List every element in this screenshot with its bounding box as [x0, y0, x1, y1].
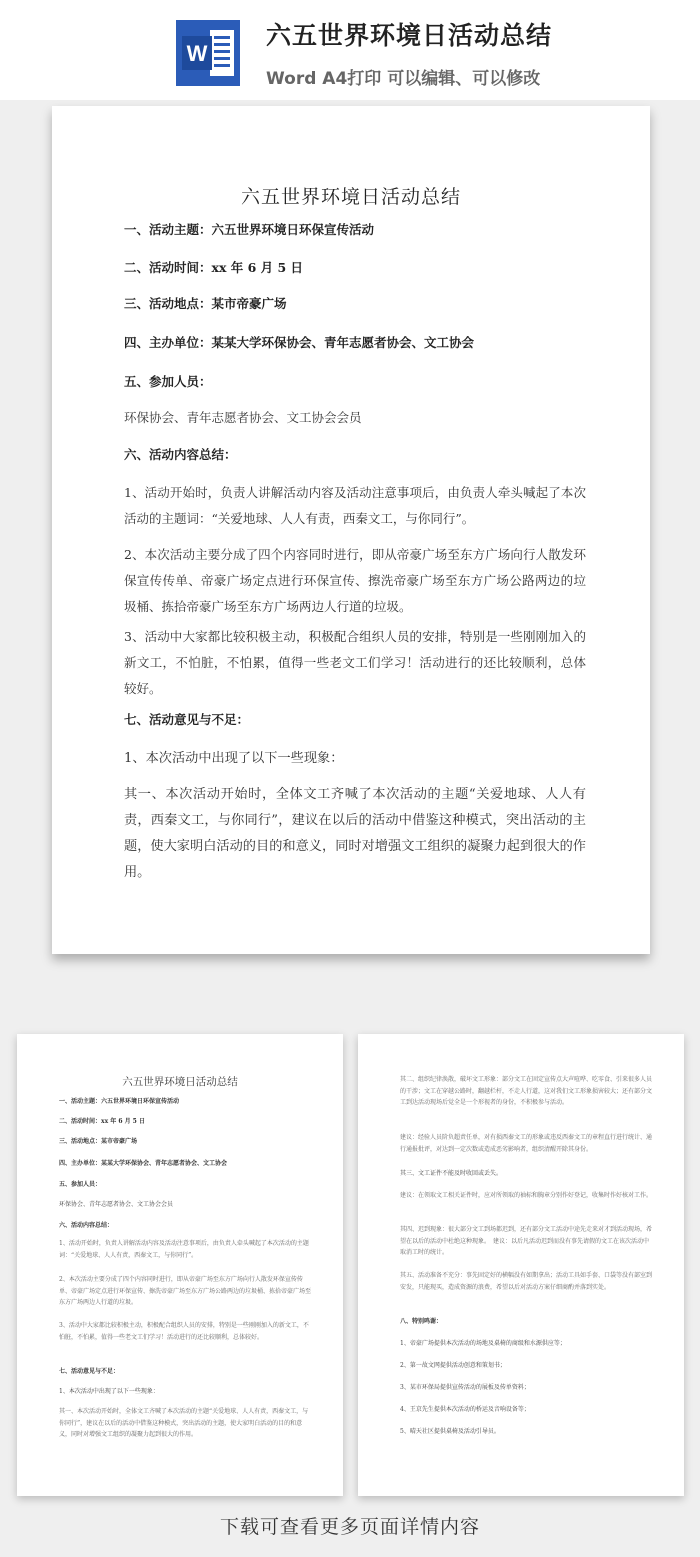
line-participants: 环保协会、青年志愿者协会、文工协会会员 — [124, 410, 362, 425]
thumb2-paragraph-1: 其二、组织纪律涣散，破坏文工形象：部分文工在固定宣传点大声喧哗、吃零食、引来很多人员的干涉；文工在穿越公路时，翻越栏杆，不走人行道，这对我们文工形象损害较大；还有部分文工到达活动现场后觉全是一个形视者的身份，不积极参与活动。 — [400, 1076, 653, 1106]
line-theme: 一、活动主题：六五世界环境日环保宣传活动 — [124, 222, 375, 237]
download-more-link[interactable]: 下载可查看更多页面详情内容 — [219, 1516, 480, 1538]
line-location: 三、活动地点：某市帝豪广场 — [124, 296, 287, 311]
thumb2-paragraph-4: 建议：在领取文工相关证件时，应对所领取的袖标和胸章分别作好登记，收集时作好核对工作。 — [400, 1192, 653, 1199]
paragraph-2: 2、本次活动主要分成了四个内容同时进行，即从帝豪广场至东方广场向行人散发环保宣传传单、帝豪广场定点进行环保宣传、擦洗帝豪广场至东方广场公路两边的垃圾桶、拣拾帝豪广场至东方广场两边人行道的垃圾。 — [124, 547, 586, 614]
header-banner — [0, 0, 700, 100]
page-subtitle: Word A4打印 可以编辑、可以修改 — [266, 69, 541, 89]
line-time: 二、活动时间：xx 年 6 月 5 日 — [124, 260, 304, 275]
thumb2-paragraph-5: 其四、迟到现象：很大部分文工到场都迟到，还有部分文工活动中途先走来对才到活动现场，希望在以后的活动中杜绝这种现象。 建议：以后凡活动迟到而没有事先请假的文工在该次活动中取消工时的统计。 — [400, 1226, 653, 1256]
line-participants-heading: 五、参加人员： — [124, 374, 212, 389]
document-page — [52, 106, 650, 954]
thumb2-thanks-5: 5、晴天社区提供桌椅及活动引导员。 — [400, 1428, 500, 1435]
paragraph-3: 3、活动中大家都比较积极主动，积极配合组织人员的安排，特别是一些刚刚加入的新文工，不怕脏，不怕累，值得一些老文工们学习！活动进行的还比较顺利，总体较好。 — [124, 629, 586, 696]
section-heading-6: 六、活动内容总结： — [124, 447, 237, 462]
thumb-paragraph-1: 1、活动开始时，负责人讲解活动内容及活动注意事项后，由负责人牵头喊起了本次活动的主题词：“关爱地球、人人有责，西秦文工，与你同行”。 — [59, 1240, 309, 1259]
word-document-icon — [176, 20, 240, 86]
thumb-line-participants: 环保协会、青年志愿者协会、文工协会会员 — [59, 1201, 174, 1208]
document-title: 六五世界环境日活动总结 — [240, 186, 461, 208]
thumb-paragraph-4: 1、本次活动中出现了以下一些现象： — [59, 1388, 159, 1395]
thumb-paragraph-5: 其一、本次活动开始时，全体文工齐喊了本次活动的主题“关爱地球、人人有责，西秦文工，与你同行”，建议在以后的活动中借鉴这种模式，突出活动的主题，使大家明白活动的目的和意义，同时对增强文工组织的凝聚力起到很大的作用。 — [59, 1408, 309, 1438]
thumb-line-location: 三、活动地点：某市帝豪广场 — [59, 1138, 138, 1145]
thumb2-thanks-4: 4、王京先生提供本次活动的桥运及音响设备等； — [400, 1406, 530, 1413]
thumb-paragraph-3: 3、活动中大家都比较积极主动，积极配合组织人员的安排，特别是一些刚刚加入的新文工，不怕脏，不怕累，值得一些老文工们学习！活动进行的还比较顺利，总体较好。 — [59, 1322, 309, 1341]
thumb-line-time: 二、活动时间：xx 年 6 月 5 日 — [59, 1118, 145, 1125]
thumb-section-7: 七、活动意见与不足： — [59, 1368, 120, 1375]
thumb-line-participants-heading: 五、参加人员： — [59, 1181, 102, 1188]
thumb2-paragraph-6: 其五、活动准备不充分：事先固定好的横幅没有如期拿出；活动工具如手套、口袋等没有部室到安发，只能现买，造成资源的浪费，希望以后对活动方案仔细商酌并落到实处。 — [400, 1272, 653, 1291]
thumb2-thanks-2: 2、第一故文网提供活动创意和策划书； — [400, 1362, 506, 1369]
thumb-line-organizer: 四、主办单位：某某大学环保协会、青年志愿者协会、文工协会 — [59, 1160, 228, 1167]
paragraph-1: 1、活动开始时，负责人讲解活动内容及活动注意事项后，由负责人牵头喊起了本次活动的主题词：“关爱地球、人人有责，西秦文工，与你同行”。 — [124, 485, 586, 526]
paragraph-4: 1、本次活动中出现了以下一些现象： — [124, 751, 344, 766]
thumb2-section-8: 八、特别鸣谢： — [400, 1318, 443, 1325]
line-organizer: 四、主办单位：某某大学环保协会、青年志愿者协会、文工协会 — [124, 335, 475, 350]
thumb2-thanks-1: 1、帝豪广场提供本次活动的场地及桌椅的商级和水源供应等； — [400, 1340, 566, 1347]
page-title: 六五世界环境日活动总结 — [266, 21, 553, 50]
svg-text:W: W — [186, 41, 208, 66]
thumb2-paragraph-2: 建议：经验人员阶负超责任单，对有损西秦文工的形象或违反西秦文工的章程直行进行统计、通行通报批评，对达到一定次数或造成恶劣影响者，组织清醒开除其身份。 — [400, 1134, 653, 1153]
page-thumbnail-2[interactable] — [358, 1034, 684, 1496]
thumb2-thanks-3: 3、某市环保局提供宣传活动的展板及传单资料； — [400, 1384, 530, 1391]
paragraph-5: 其一、本次活动开始时，全体文工齐喊了本次活动的主题“关爱地球、人人有责，西秦文工，与你同行”，建议在以后的活动中借鉴这种模式，突出活动的主题，使大家明白活动的目的和意义，同时对增强文工组织的凝聚力起到很大的作用。 — [124, 787, 586, 880]
thumb2-paragraph-3: 其三、文工证件不能及时收回或丢失。 — [400, 1170, 503, 1177]
section-heading-7: 七、活动意见与不足： — [124, 712, 250, 727]
thumb-title: 六五世界环境日活动总结 — [122, 1076, 238, 1088]
thumb-paragraph-2: 2、本次活动主要分成了四个内容同时进行，即从帝豪广场至东方广场向行人散发环保宣传传单、帝豪广场定点进行环保宣传、擦洗帝豪广场至东方广场公路两边的垃圾桶、拣拾帝豪广场至东方广场两边人行道的垃圾。 — [59, 1276, 312, 1306]
page-thumbnail-1[interactable] — [17, 1034, 343, 1496]
thumb-section-6: 六、活动内容总结： — [59, 1222, 114, 1229]
thumb-line-theme: 一、活动主题：六五世界环境日环保宣传活动 — [59, 1098, 180, 1105]
